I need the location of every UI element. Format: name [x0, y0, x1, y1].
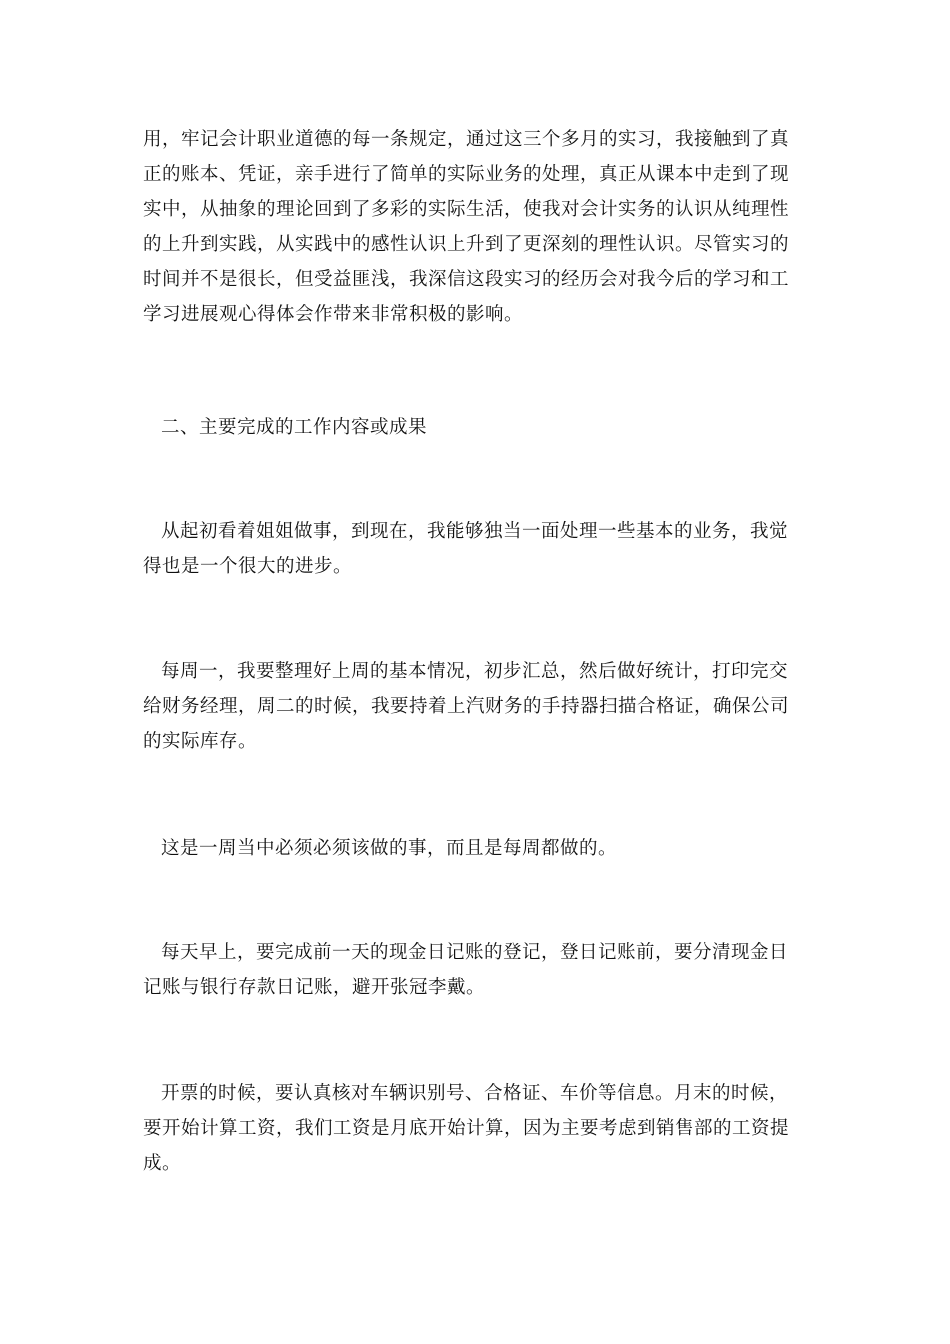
paragraph-daily-journal [143, 935, 803, 1005]
text-line: 要开始计算工资，我们工资是月底开始计算，因为主要考虑到销售部的工资提 [143, 1118, 790, 1139]
section-heading-text: 二、主要完成的工作内容或成果 [161, 417, 428, 438]
text-line: 开票的时候，要认真核对车辆识别号、合格证、车价等信息。月末的时候， [161, 1083, 789, 1104]
text-line: 得也是一个很大的进步。 [143, 556, 353, 577]
text-line: 从起初看着姐姐做事，到现在，我能够独当一面处理一些基本的业务，我觉 [161, 521, 789, 542]
paragraph-monday-tasks [143, 654, 803, 759]
text-line: 这是一周当中必须必须该做的事，而且是每周都做的。 [161, 838, 618, 859]
paragraph-progress [143, 514, 803, 584]
text-line: 成。 [143, 1153, 182, 1174]
text-line: 每周一，我要整理好上周的基本情况，初步汇总，然后做好统计，打印完交 [161, 661, 789, 682]
text-line: 实中，从抽象的理论回到了多彩的实际生活，使我对会计实务的认识从纯理性 [143, 199, 790, 220]
paragraph-weekly-duty [143, 831, 803, 866]
text-line: 给财务经理，周二的时候，我要持着上汽财务的手持器扫描合格证，确保公司 [143, 696, 790, 717]
text-line: 正的账本、凭证，亲手进行了简单的实际业务的处理，真正从课本中走到了现 [143, 164, 790, 185]
text-line: 每天早上，要完成前一天的现金日记账的登记，登日记账前，要分清现金日 [161, 942, 789, 963]
section-heading [143, 410, 803, 445]
paragraph-internship-summary [143, 122, 803, 332]
text-line: 的上升到实践，从实践中的感性认识上升到了更深刻的理性认识。尽管实习的 [143, 234, 790, 255]
text-line: 记账与银行存款日记账，避开张冠李戴。 [143, 977, 486, 998]
paragraph-invoicing-payroll [143, 1076, 803, 1181]
text-line: 用，牢记会计职业道德的每一条规定，通过这三个多月的实习，我接触到了真 [143, 129, 790, 150]
text-line: 学习进展观心得体会作带来非常积极的影响。 [143, 304, 524, 325]
text-line: 的实际库存。 [143, 731, 258, 752]
text-line: 时间并不是很长，但受益匪浅，我深信这段实习的经历会对我今后的学习和工 [143, 269, 790, 290]
